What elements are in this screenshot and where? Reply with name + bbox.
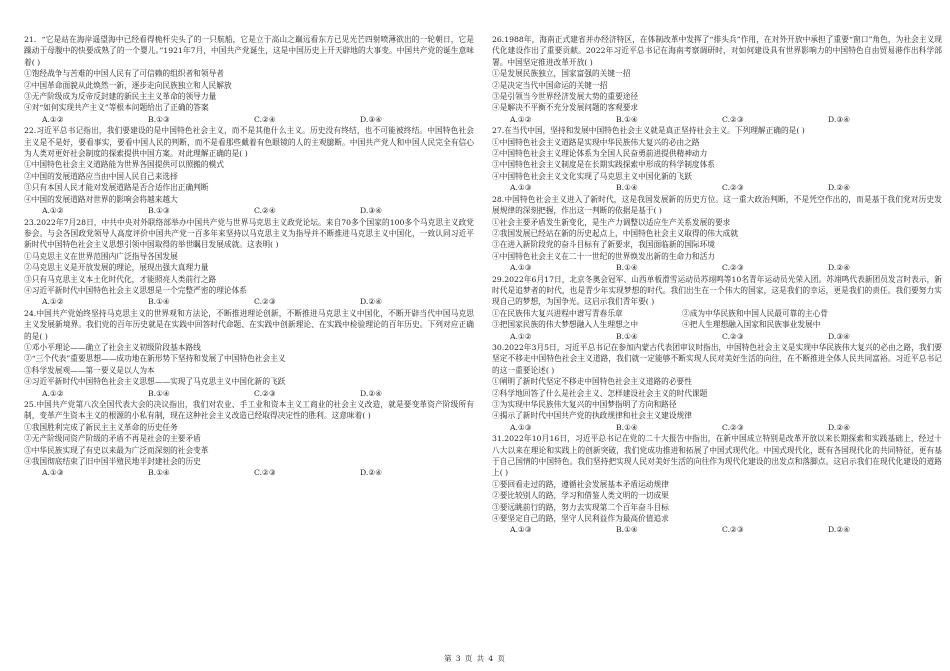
- option: ④中国的发展道路对世界的影响会将越来越大: [24, 194, 178, 204]
- question-24: [24, 308, 474, 399]
- choice-d[interactable]: D.③④: [828, 331, 851, 341]
- answer-choices: [492, 182, 942, 193]
- option: ②中国的发展道路应当由中国人民自己来选择: [24, 171, 178, 181]
- page-footer: 第 3 页 共 4 页: [444, 654, 506, 663]
- choice-a[interactable]: A.①③: [510, 525, 532, 535]
- question-stem: 31.2022年10月16日，习近平总书记在党的二十大报告中指出，在新中国成立特别是改革开放以来长期探索和实践基础上，经过十八大以来在理论和实践上的创新突破，我们党成功推进和拓展了中国式现代化。中国式现代化，既有各国现代化的共同特征，更有基于自己国情的中国特色。我们坚持把实现人民对美好生活的向往作为现代化建设的出发点和落脚点。这启示我们在现代化建设的道路上( ): [492, 434, 942, 478]
- question-28: [492, 194, 942, 274]
- answer-choices: [24, 205, 474, 216]
- option-row: [492, 319, 942, 330]
- choice-a[interactable]: A.①②: [42, 388, 64, 398]
- choice-d[interactable]: D.②④: [360, 468, 383, 478]
- option: ③是引领当今世界经济发展大势的重要途径: [492, 92, 639, 102]
- question-stem: 27.在当代中国，坚持和发展中国特色社会主义就是真正坚持社会主义。下列理解正确的是( ): [492, 126, 805, 136]
- question-stem: 30.2022年3月5日，习近平总书记在参加内蒙古代表团审议时指出，中国特色社会主义是实现中华民族伟大复兴的必由之路，我们要坚定不移走中国特色社会主义道路，我们就一定能够不断实现人民对美好生活的向往，在不断推进全体人民共同富裕。习近平总书记的这一重要论述( ): [492, 342, 942, 375]
- option: ①阐明了新时代坚定不移走中国特色社会主义道路的必要性: [492, 377, 692, 387]
- question-31: [492, 433, 942, 536]
- answer-choices: [492, 422, 942, 433]
- answer-choices: [24, 467, 474, 478]
- option: ①中国特色社会主义道路能为世界各国提供可以照搬的模式: [24, 160, 224, 170]
- option: ③中华民族实现了有史以来最为广泛而深刻的社会变革: [24, 445, 209, 455]
- option: ①中国特色社会主义道路是实现中华民族伟大复兴的必由之路: [492, 137, 700, 147]
- answer-choices: [24, 296, 474, 307]
- choice-c[interactable]: C.②③: [722, 422, 744, 432]
- option: ①马克思主义在世界范围内广泛指导各国发展: [24, 251, 178, 261]
- question-29: [492, 274, 942, 342]
- option: ①在民族伟大复兴进程中谱写青春乐章: [492, 308, 623, 318]
- option: ④对“如何实现共产主义”等根本问题给出了正确的答案: [24, 103, 209, 113]
- choice-c[interactable]: C.②③: [722, 263, 744, 273]
- choice-b[interactable]: B.①④: [148, 468, 170, 478]
- answer-choices: [492, 114, 942, 125]
- answer-choices: [492, 331, 942, 342]
- option: ②科学地回答了什么是社会主义、怎样建设社会主义的时代课题: [492, 388, 708, 398]
- question-25: [24, 399, 474, 479]
- right-column: [492, 34, 942, 536]
- option: ④把人生理想融入国家和民族事业发展中: [682, 320, 821, 330]
- question-stem: 21．“它是站在海岸遥望海中已经看得桅杆尖头了的一只航船，它是立于高山之巅远看东方已见光芒四射喷薄欲出的一轮朝日，它是躁动于母腹中的快要成熟了的一个婴儿。”1921年7月，中国共产党诞生，这是中国历史上开天辟地的大事变。中国共产党的诞生意味着( ): [24, 35, 474, 67]
- choice-d[interactable]: D.③④: [828, 114, 851, 124]
- choice-c[interactable]: C.②③: [722, 114, 744, 124]
- question-23: [24, 217, 474, 308]
- option: ④是解决不平衡不充分发展问题的客观要求: [492, 103, 639, 113]
- choice-b[interactable]: B.①④: [616, 114, 638, 124]
- question-21: [24, 34, 474, 125]
- option: ①邓小平理论——确立了社会主义初级阶段基本路线: [24, 342, 201, 352]
- option: ③在进入新阶段党的奋斗目标有了新要求，我国面临新的国际环境: [492, 240, 715, 250]
- option: ②是决定当代中国命运的关键一招: [492, 80, 608, 90]
- question-stem: 22.习近平总书记指出，我们要建设的是中国特色社会主义，而不是其他什么主义。历史没有终结，也不可能被终结。中国特色社会主义是不是好，要看事实，要看中国人民的判断，而不是看那些戴着有色眼镜的人的主观臆断。中国共产党人和中国人民完全有信心为人类对更好社会制度的探索提供中国方案。对此理解正确的是( ): [24, 126, 474, 159]
- option: ①社会主要矛盾发生新变化，是生产力调整以适应生产关系发展的要求: [492, 217, 731, 227]
- choice-d[interactable]: D.②④: [360, 388, 383, 398]
- choice-a[interactable]: A.①②: [510, 331, 532, 341]
- choice-b[interactable]: B.①④: [148, 388, 170, 398]
- question-30: [492, 342, 942, 433]
- question-stem: 28.中国特色社会主义进入了新时代，这是我国发展新的历史方位。这一重大政治判断，不是凭空作出的，而是基于我们党对历史发展规律的深刻把握，作出这一判断的依据是基于( ): [492, 194, 942, 216]
- question-stem: 25.中国共产党第八次全国代表大会的决议指出，我们对农业、手工业和资本主义工商业的社会主义改造，就是要变革资产阶级所有制，变革产生资本主义的根源的小私有制，现在这种社会主义改造已经取得决定性的胜利。这意味着( ): [24, 400, 474, 421]
- choice-a[interactable]: A.①③: [510, 263, 532, 273]
- choice-d[interactable]: D.②④: [828, 422, 851, 432]
- option: ④习近平新时代中国特色社会主义思想是一个完整严密的理论体系: [24, 285, 247, 295]
- choice-a[interactable]: A.①②: [42, 114, 64, 124]
- choice-a[interactable]: A.①③: [510, 183, 532, 193]
- option: ②马克思主义是开放发展的理论，展现出强大真理力量: [24, 263, 209, 273]
- option: ③只有本国人民才能对发展道路是否合适作出正确判断: [24, 183, 209, 193]
- option: ③科学发展观——第一要义是以人为本: [24, 365, 155, 375]
- choice-d[interactable]: D.②④: [828, 183, 851, 193]
- option-row: [492, 308, 942, 319]
- choice-c[interactable]: C.②③: [254, 388, 276, 398]
- choice-c[interactable]: C.②③: [722, 525, 744, 535]
- option: ④要坚定自己的路，坚守人民利益作为最高价值追求: [492, 514, 669, 524]
- option: ④我国彻底结束了旧中国半殖民地半封建社会的历史: [24, 457, 201, 467]
- option: ②我国发展已经站在新的历史起点上，中国特色社会主义取得的伟大成就: [492, 228, 739, 238]
- choice-a[interactable]: A.①②: [510, 114, 532, 124]
- question-stem: 24.中国共产党始终坚持马克思主义的世界观和方法论，不断推进理论创新，不断推进马克思主义中国化，不断开辟当代中国马克思主义发展新境界。我们党的百年历史就是在实践中回答时代命题、在实践中创新理论、在实践中检验理论的百年历史。下列对应正确的是( ): [24, 308, 474, 341]
- choice-a[interactable]: A.①③: [42, 468, 64, 478]
- choice-c[interactable]: C.②③: [722, 183, 744, 193]
- choice-b[interactable]: B.①④: [616, 525, 638, 535]
- option: ④习近平新时代中国特色社会主义思想——实现了马克思主义中国化新的飞跃: [24, 377, 286, 387]
- choice-c[interactable]: C.②③: [722, 331, 744, 341]
- option: ③只有马克思主义本土化时代化，才能照亮人类前行之路: [24, 274, 217, 284]
- option: ③无产阶级成为反帝反封建的新民主主义革命的领导力量: [24, 92, 217, 102]
- choice-c[interactable]: C.②③: [254, 468, 276, 478]
- question-22: [24, 125, 474, 216]
- option: ③把国家民族的伟大梦想融入人生理想之中: [492, 320, 639, 330]
- option: ③为实现中华民族伟大复兴的中国梦指明了方向和路径: [492, 400, 677, 409]
- option: ①是发展民族独立，国家富强的关键一招: [492, 69, 631, 79]
- answer-choices: [492, 262, 942, 273]
- choice-d[interactable]: D.②④: [828, 525, 851, 535]
- answer-choices: [492, 524, 942, 535]
- left-column: [24, 34, 474, 479]
- choice-b[interactable]: B.①③: [148, 206, 170, 216]
- choice-b[interactable]: B.①④: [616, 331, 638, 341]
- option: ②“三个代表”重要思想——成功地在新形势下坚持和发展了中国特色社会主义: [24, 354, 286, 364]
- choice-d[interactable]: D.③④: [360, 114, 383, 124]
- option: ②成为中华民族和中国人民最可靠的主心骨: [682, 308, 829, 318]
- choice-b[interactable]: B.①④: [616, 422, 638, 432]
- answer-choices: [24, 388, 474, 399]
- answer-choices: [24, 114, 474, 125]
- question-26: [492, 34, 942, 125]
- option: ④揭示了新时代中国共产党的执政规律和社会主义建设规律: [492, 411, 692, 421]
- option: ②中国革命面貌从此焕然一新，逐步走向民族独立和人民解放: [24, 80, 232, 90]
- choice-b[interactable]: B.①④: [616, 263, 638, 273]
- question-stem: 23.2022年7月28日，中共中央对外联络部举办中国共产党与世界马克思主义政党论坛。来自70多个国家的100多个马克思主义政党参会。与会各国政党领导人高度评价中国共产党一百多年来坚持以马克思主义为指导并不断推进马克思主义中国化，一致认同习近平新时代中国特色社会主义思想引领中国取得的举世瞩目发展成就。这表明( ): [24, 217, 474, 250]
- choice-d[interactable]: D.②④: [828, 263, 851, 273]
- option: ④中国特色社会主义文化实现了马克思主义中国化新的飞跃: [492, 171, 692, 181]
- choice-a[interactable]: A.①②: [42, 206, 64, 216]
- question-stem: 26.1988年，海南正式建省并办经济特区，在体制改革中发挥了“排头兵”作用，在对外开放中承担了重要“窗口”角色，为社会主义现代化建设作出了重要贡献。2022年习近平总书记在海南考察调研时，对如何建设具有世界影响力的中国特色自由贸易港作出科学部署。中国坚定推进改革开放( ): [492, 35, 942, 67]
- choice-d[interactable]: D.③④: [360, 206, 383, 216]
- option: ①要回看走过的路，遵循社会发展基本矛盾运动规律: [492, 479, 669, 489]
- option: ③中国特色社会主义制度是在长期实践探索中形成的科学制度体系: [492, 160, 715, 170]
- option: ②要比较别人的路，学习和借鉴人类文明的一切成果: [492, 491, 669, 501]
- choice-c[interactable]: C.②④: [254, 114, 276, 124]
- choice-c[interactable]: C.②③: [254, 297, 276, 307]
- choice-c[interactable]: C.②④: [254, 206, 276, 216]
- choice-b[interactable]: B.①④: [616, 183, 638, 193]
- option: ①我国胜利完成了新民主主义革命的历史任务: [24, 422, 178, 432]
- option: ②中国特色社会主义理论体系为全国人民奋勇前进提供精神动力: [492, 149, 708, 159]
- question-stem: 29.2022年6月17日，北京冬奥会冠军、山西单板滑雪运动员苏翊鸣等10名青年运动员光荣入团。苏翊鸣代表新团员发言时表示，新时代是追梦者的时代，也是青少年实现梦想的时代。我们出生在一个伟大的国家，这是我们的幸运，更是我们的责任。我们要努力实现自己的梦想，为国争光。这启示我们青年要( ): [492, 274, 942, 307]
- choice-d[interactable]: D.②④: [360, 297, 383, 307]
- choice-b[interactable]: B.①④: [148, 297, 170, 307]
- option: ②无产阶级同资产阶级的矛盾不再是社会的主要矛盾: [24, 434, 201, 444]
- choice-a[interactable]: A.①③: [510, 422, 532, 432]
- choice-a[interactable]: A.①②: [42, 297, 64, 307]
- question-27: [492, 125, 942, 193]
- option: ③要远眺前行的路，努力去实现第二个百年奋斗目标: [492, 502, 669, 512]
- option: ④中国特色社会主义在二十一世纪的世界焕发出新的生命力和活力: [492, 251, 715, 261]
- choice-b[interactable]: B.①③: [148, 114, 170, 124]
- option: ①饱经战争与苦难的中国人民有了可信赖的组织者和领导者: [24, 69, 224, 79]
